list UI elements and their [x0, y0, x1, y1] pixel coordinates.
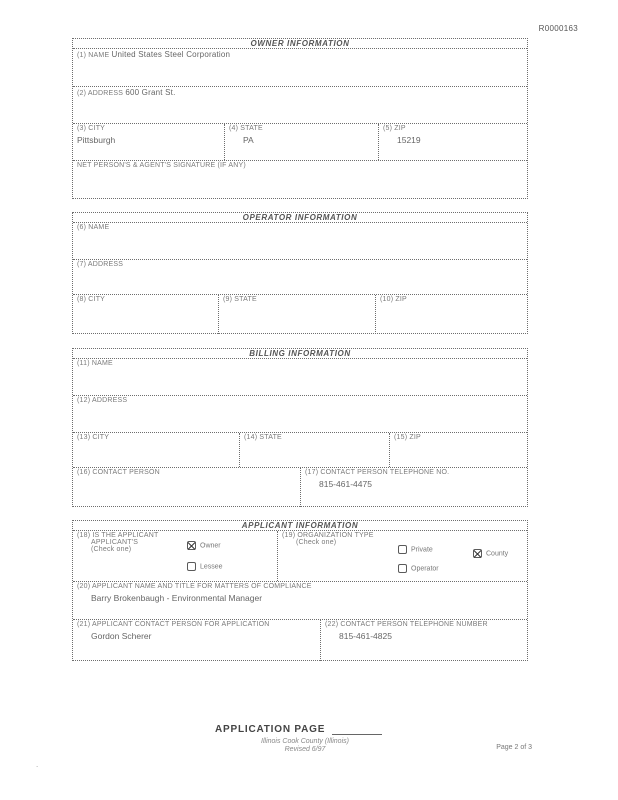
page-number: Page 2 of 3 — [496, 744, 532, 751]
compliance-contact-label: (20) APPLICANT NAME AND TITLE FOR MATTERS OF COMPLIANCE — [77, 583, 312, 590]
owner-zip-field[interactable] — [379, 124, 527, 160]
billing-state-field[interactable] — [240, 433, 390, 467]
application-contact-field[interactable] — [73, 620, 321, 661]
operator-city-field[interactable] — [73, 295, 219, 334]
footer-title: APPLICATION PAGE — [215, 724, 326, 735]
billing-phone-label: (17) CONTACT PERSON TELEPHONE NO. — [305, 469, 450, 476]
billing-contact-label: (16) CONTACT PERSON — [77, 469, 160, 476]
organization-type-label: (19) ORGANIZATION TYPE — [282, 532, 374, 539]
billing-zip-label: (15) ZIP — [394, 434, 421, 441]
applicant-section-title: APPLICANT INFORMATION — [73, 521, 527, 531]
owner-city-label: (3) CITY — [77, 125, 106, 132]
applicant-type-sub1: APPLICANT'S — [91, 539, 139, 546]
billing-phone-value: 815-461-4475 — [319, 479, 372, 489]
owner-option[interactable] — [187, 541, 221, 550]
application-contact-label: (21) APPLICANT CONTACT PERSON FOR APPLICATION — [77, 621, 270, 628]
operator-checkbox[interactable] — [398, 564, 407, 573]
footer-revision: Revised 6/97 — [284, 746, 326, 753]
billing-contact-field[interactable] — [73, 468, 301, 507]
billing-phone-field[interactable] — [301, 468, 527, 507]
owner-address-field[interactable] — [73, 87, 527, 123]
billing-address-label: (12) ADDRESS — [77, 397, 128, 404]
applicant-type-label: (18) IS THE APPLICANT — [77, 532, 159, 539]
owner-zip-label: (5) ZIP — [383, 125, 406, 132]
operator-zip-field[interactable] — [376, 295, 527, 334]
county-checkbox[interactable] — [473, 549, 482, 558]
private-option[interactable] — [398, 545, 433, 554]
owner-checkbox[interactable] — [187, 541, 196, 550]
owner-zip-value: 15219 — [397, 135, 421, 145]
owner-city-field[interactable] — [73, 124, 225, 160]
compliance-contact-value: Barry Brokenbaugh - Environmental Manager — [91, 593, 263, 603]
applicant-type-field — [73, 531, 278, 581]
document-id: R0000163 — [538, 24, 578, 33]
operator-option-label: Operator — [411, 565, 439, 573]
county-option-label: County — [486, 550, 509, 558]
owner-option-label: Owner — [200, 542, 221, 550]
owner-state-field[interactable] — [225, 124, 379, 160]
owner-state-label: (4) STATE — [229, 125, 263, 132]
operator-option[interactable] — [398, 564, 439, 573]
owner-representative-label: NET PERSON'S & AGENT'S SIGNATURE (IF ANY) — [77, 162, 246, 169]
billing-section — [72, 348, 528, 507]
owner-section-title: OWNER INFORMATION — [73, 39, 527, 49]
organization-type-field — [278, 531, 527, 581]
billing-zip-field[interactable] — [390, 433, 527, 467]
footer-signature-line — [332, 734, 382, 735]
owner-city-value: Pittsburgh — [77, 135, 116, 145]
contact-phone-field[interactable] — [321, 620, 527, 661]
operator-section — [72, 212, 528, 334]
billing-name-field[interactable] — [73, 359, 527, 395]
footer-subtitle: Illinois Cook County (Illinois) — [261, 738, 349, 745]
owner-address-value: 600 Grant St. — [125, 88, 176, 97]
billing-section-title: BILLING INFORMATION — [73, 349, 527, 359]
billing-address-field[interactable] — [73, 396, 527, 432]
operator-state-label: (9) STATE — [223, 296, 257, 303]
applicant-type-sub2: (Check one) — [91, 546, 132, 553]
lessee-option-label: Lessee — [200, 563, 223, 571]
owner-address-label: (2) ADDRESS 600 Grant St. — [77, 88, 176, 97]
stray-mark: . — [36, 760, 39, 769]
owner-name-label: (1) NAME United States Steel Corporation — [77, 50, 231, 59]
billing-city-field[interactable] — [73, 433, 240, 467]
operator-zip-label: (10) ZIP — [380, 296, 407, 303]
contact-phone-label: (22) CONTACT PERSON TELEPHONE NUMBER — [325, 621, 488, 628]
applicant-section — [72, 520, 528, 661]
operator-section-title: OPERATOR INFORMATION — [73, 213, 527, 223]
private-option-label: Private — [411, 546, 433, 554]
owner-name-field[interactable] — [73, 49, 527, 86]
organization-type-sub: (Check one) — [296, 539, 337, 546]
county-option[interactable] — [473, 549, 508, 558]
owner-state-value: PA — [243, 135, 254, 145]
billing-city-label: (13) CITY — [77, 434, 110, 441]
owner-section — [72, 38, 528, 199]
operator-state-field[interactable] — [219, 295, 376, 334]
contact-phone-value: 815-461-4825 — [339, 631, 392, 641]
lessee-checkbox[interactable] — [187, 562, 196, 571]
billing-state-label: (14) STATE — [244, 434, 282, 441]
operator-city-label: (8) CITY — [77, 296, 106, 303]
operator-address-label: (7) ADDRESS — [77, 261, 124, 268]
operator-name-label: (6) NAME — [77, 224, 110, 231]
billing-name-label: (11) NAME — [77, 360, 113, 367]
operator-name-field[interactable] — [73, 223, 527, 259]
lessee-option[interactable] — [187, 562, 223, 571]
application-contact-value: Gordon Scherer — [91, 631, 152, 641]
owner-representative-field[interactable] — [73, 161, 527, 199]
compliance-contact-field[interactable] — [73, 582, 527, 619]
operator-address-field[interactable] — [73, 260, 527, 294]
owner-name-value: United States Steel Corporation — [111, 50, 231, 59]
private-checkbox[interactable] — [398, 545, 407, 554]
